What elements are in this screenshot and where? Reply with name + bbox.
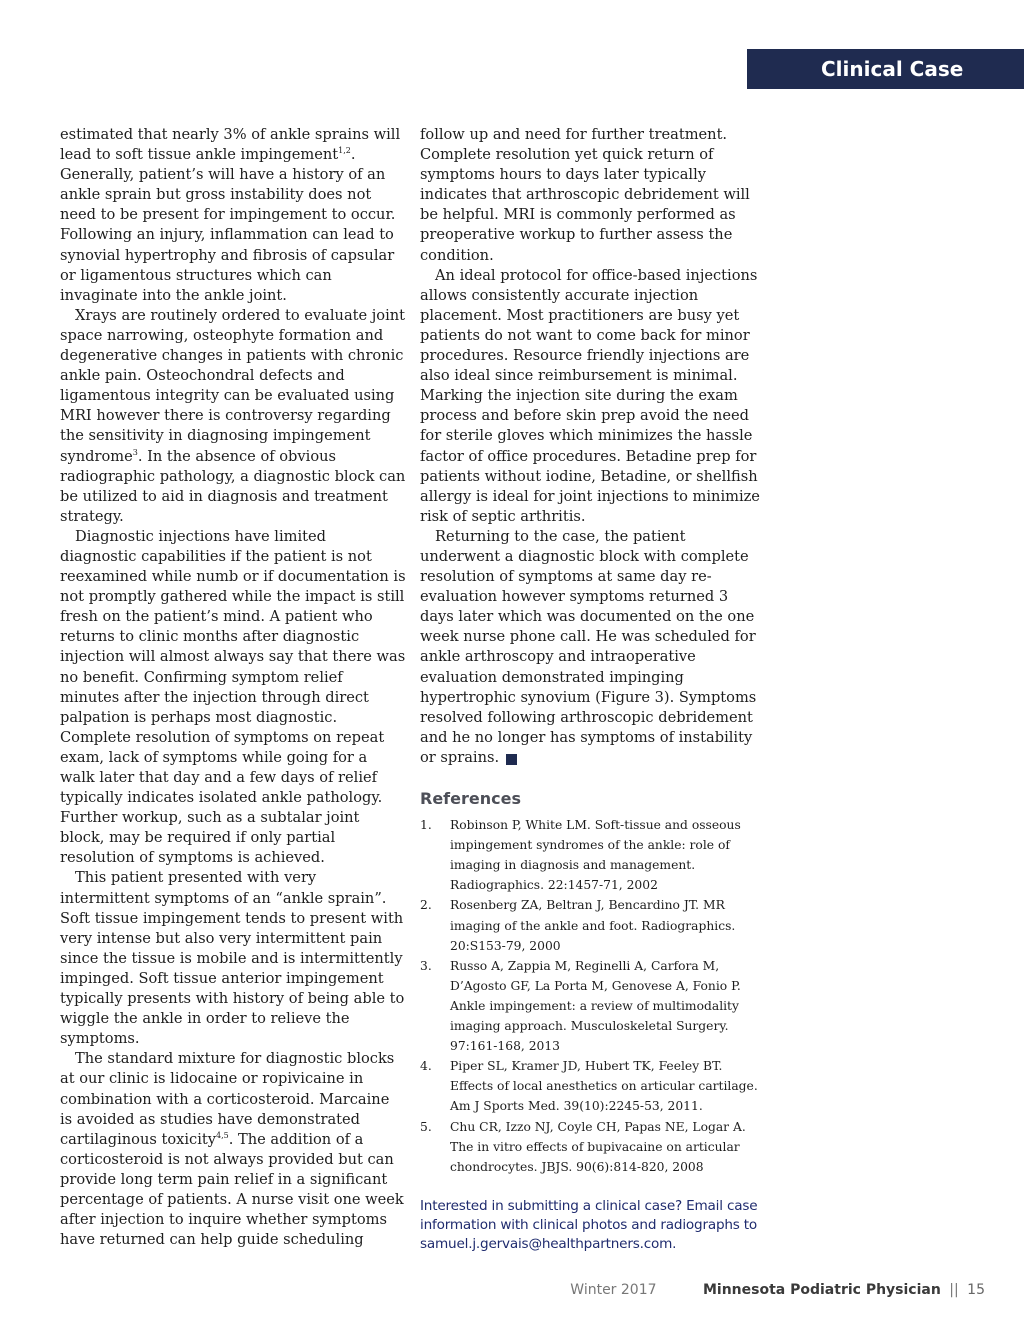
text-run: Xrays are routinely ordered to evaluate joint space narrowing, osteophyte formation and degenerative changes in patients with chronic ankle pain. Osteochondral defects and ligamentous integrity can be evaluated using MRI however there is controversy regarding the sensitivity in diagnosing impingement syndrome [60, 306, 406, 465]
text-run: The standard mixture for diagnostic blocks at our clinic is lidocaine or ropivicaine in combination with a corticosteroid. Marcaine is avoided as studies have demonstrated cartilaginous toxicity [60, 1050, 395, 1148]
paragraph [420, 527, 766, 768]
end-of-article-icon: ❯ [506, 754, 517, 765]
submission-call-to-action: Interested in submitting a clinical case? Email case information with clinical photos and radiographs to samuel.j.gervais@healthpartners.com. [420, 1197, 758, 1252]
reference-text: Chu CR, Izzo NJ, Coyle CH, Papas NE, Logar A. The in vitro effects of bupivacaine on articular chondrocytes. JBJS. 90(6):814-820, 2008 [450, 1119, 746, 1174]
reference-number: 5. [420, 1119, 432, 1134]
citation-superscript: 3 [132, 447, 138, 457]
paragraph [60, 125, 406, 306]
text-run: Returning to the case, the patient underwent a diagnostic block with complete resolution of symptoms at same day re-evaluation however symptoms returned 3 days later which was documented on the one week nurse phone call. He was scheduled for ankle arthroscopy and intraoperative evaluation demonstrated impinging hypertrophic synovium (Figure 3). Symptoms resolved following arthroscopic debridement and he no longer has symptoms of instability or sprains. [420, 527, 757, 766]
reference-text: Robinson P, White LM. Soft-tissue and osseous impingement syndromes of the ankle: role of imaging in diagnosis and management. Radiographics. 22:1457-71, 2002 [450, 818, 741, 893]
reference-number: 4. [420, 1059, 432, 1074]
citation-superscript: 1,2 [338, 146, 351, 156]
article-column-left [60, 125, 406, 1250]
paragraph: follow up and need for further treatment. Complete resolution yet quick return of symptoms hours to days later typically indicates that arthroscopic debridement will be helpful. MRI is commonly performed as preoperative workup to further assess the condition. [420, 126, 750, 264]
page-number: 15 [967, 1282, 985, 1298]
reference-item [420, 895, 766, 955]
page-footer [560, 1282, 985, 1298]
section-title: Clinical Case [821, 57, 964, 81]
references-list [420, 815, 766, 1177]
issue-label: Winter 2017 [570, 1282, 657, 1298]
paragraph [60, 1049, 406, 1250]
reference-item [420, 815, 766, 895]
reference-number: 2. [420, 898, 432, 913]
reference-number: 1. [420, 818, 432, 833]
reference-item [420, 1056, 766, 1116]
references-heading: References [420, 789, 521, 808]
section-banner [747, 49, 1024, 89]
text-run: . Generally, patient’s will have a history of an ankle sprain but gross instability does not need to be present for impingement to occur. Following an injury, inflammation can lead to synovial hypertrophy and fibrosis of capsular or ligamentous structures which can invaginate into the ankle joint. [60, 146, 396, 304]
reference-text: Russo A, Zappia M, Reginelli A, Carfora M, D’Agosto GF, La Porta M, Genovese A, Fonio P. Ankle impingement: a review of multimodality imaging approach. Musculoskeletal Surgery. 97:161-168, 2013 [450, 958, 741, 1054]
paragraph: This patient presented with very intermittent symptoms of an “ankle sprain”. Soft tissue impingement tends to present with very intense but also very intermittent pain since the tissue is mobile and is intermittently impinged. Soft tissue anterior impingement typically presents with history of being able to wiggle the ankle in order to relieve the symptoms. [60, 869, 405, 1048]
publication-name: Minnesota Podiatric Physician [702, 1282, 941, 1298]
reference-number: 3. [420, 958, 432, 973]
reference-text: Rosenberg ZA, Beltran J, Bencardino JT. MR imaging of the ankle and foot. Radiographics. 20:S153-79, 2000 [450, 898, 736, 953]
text-run: . The addition of a corticosteroid is not always provided but can provide long term pain relief in a significant percentage of patients. A nurse visit one week after injection to inquire whether symptoms have returned can help guide scheduling [60, 1130, 404, 1249]
footer-separator: || [949, 1282, 959, 1298]
text-run: . In the absence of obvious radiographic pathology, a diagnostic block can be utilized to aid in diagnosis and treatment strategy. [60, 447, 406, 525]
reference-text: Piper SL, Kramer JD, Hubert TK, Feeley BT. Effects of local anesthetics on articular cartilage. Am J Sports Med. 39(10):2245-53, 2011. [450, 1059, 758, 1114]
paragraph: An ideal protocol for office-based injections allows consistently accurate injection placement. Most practitioners are busy yet patients do not want to come back for minor procedures. Resource friendly injections are also ideal since reimbursement is minimal. Marking the injection site during the exam process and before skin prep avoid the need for sterile gloves which minimizes the hassle factor of office procedures. Betadine prep for patients without iodine, Betadine, or shellfish allergy is ideal for joint injections to minimize risk of septic arthritis. [420, 266, 760, 525]
paragraph [60, 306, 406, 527]
reference-item [420, 1117, 766, 1177]
reference-item [420, 956, 766, 1056]
citation-superscript: 4,5 [215, 1130, 229, 1140]
article-column-right [420, 125, 766, 1254]
paragraph: Diagnostic injections have limited diagnostic capabilities if the patient is not reexamined while numb or if documentation is not promptly gathered while the impact is still fresh on the patient’s mind. A patient who returns to clinic months after diagnostic injection will almost always say that there was no benefit. Confirming symptom relief minutes after the injection through direct palpation is perhaps most diagnostic. Complete resolution of symptoms on repeat exam, lack of symptoms while going for a walk later that day and a few days of relief typically indicates isolated ankle pathology. Further workup, such as a subtalar joint block, may be required if only partial resolution of symptoms is achieved. [60, 527, 406, 867]
text-run: estimated that nearly 3% of ankle sprains will lead to soft tissue ankle impingement [60, 126, 401, 164]
